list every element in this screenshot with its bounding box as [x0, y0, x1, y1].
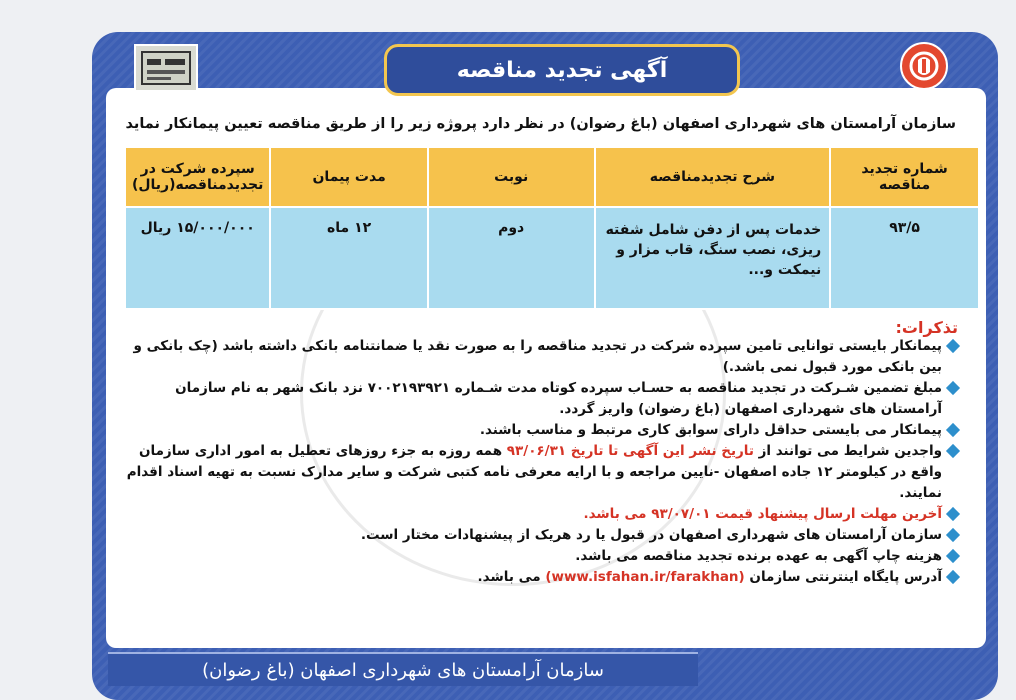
note-text: سازمان آرامستان های شهرداری اصفهان در قبول یا رد هریک از پیشنهادات مختار است.: [360, 527, 942, 543]
note-item: [118, 378, 958, 420]
col-contract-duration: مدت پیمان: [270, 147, 427, 207]
note-text: مبلغ تضمین شـرکت در تجدید مناقصه به حسـاب سپرده کوتاه مدت شـماره ۷۰۰۲۱۹۳۹۲۱ نزد بانک شهر به نام سازمان آرامستان های شهرداری اصفهان (باغ رضوان) واریز گردد.: [175, 380, 942, 417]
note-item: [118, 525, 958, 546]
note-text: پیمانکار می بایستی حداقل دارای سوابق کاری مرتبط و مناسب باشند.: [479, 422, 942, 438]
table-header-row: [125, 147, 979, 207]
website-link[interactable]: (www.isfahan.ir/farakhan): [545, 569, 745, 585]
col-deposit: سپرده شرکت در تجدیدمناقصه(ریال): [125, 147, 270, 207]
note-item: [118, 567, 958, 588]
note-text: هزینه چاپ آگهی به عهده برنده تجدید مناقصه می باشد.: [575, 548, 942, 564]
bullet-diamond-icon: [946, 570, 960, 584]
note-item: [118, 336, 958, 378]
note-deadline: آخرین مهلت ارسال پیشنهاد قیمت ۹۳/۰۷/۰۱ می باشد.: [583, 506, 942, 522]
cell-description: خدمات پس از دفن شامل شفته ریزی، نصب سنگ، قاب مزار و نیمکت و...: [595, 207, 831, 309]
note-item: [118, 420, 958, 441]
cell-round: دوم: [428, 207, 595, 309]
bullet-diamond-icon: [946, 339, 960, 353]
title-text: آگهی تجدید مناقصه: [456, 57, 668, 83]
note-item: [118, 504, 958, 525]
col-description: شرح تجدیدمناقصه: [595, 147, 831, 207]
notes-list: [118, 336, 958, 588]
note-text-after: می باشد.: [477, 569, 546, 585]
note-item: [118, 546, 958, 567]
note-date-range: تاریخ نشر این آگهی تا تاریخ ۹۳/۰۶/۳۱: [506, 443, 754, 459]
cell-deposit: ۱۵/۰۰۰/۰۰۰ ریال: [125, 207, 270, 309]
notes-heading: تذکرات:: [895, 318, 958, 337]
col-tender-number: شماره تجدید مناقصه: [830, 147, 979, 207]
note-text-before: آدرس پایگاه اینترنتی سازمان: [744, 569, 942, 585]
bullet-diamond-icon: [946, 528, 960, 542]
table-row: [125, 207, 979, 309]
note-text: پیمانکار بایستی توانایی تامین سپرده شرکت در تجدید مناقصه را به صورت نقد یا ضمانتنامه بانکی داشته باشد (چک بانکی و بین بانکی مورد قبول نمی باشد.): [133, 338, 942, 375]
footer-banner: [108, 652, 698, 686]
col-round: نوبت: [428, 147, 595, 207]
tender-table: [124, 146, 980, 310]
cell-contract-duration: ۱۲ ماه: [270, 207, 427, 309]
note-text-after: همه روزه به جزء روزهای تعطیل به امور اداری سازمان واقع در کیلومتر ۱۲ جاده اصفهان -نایین مراجعه و با ارایه معرفی نامه کتبی شرکت و سایر مدارک نسبت به تهیه اسناد اقدام نمایند.: [126, 443, 942, 501]
municipality-logo-icon: [900, 42, 948, 90]
footer-org-name: سازمان آرامستان های شهرداری اصفهان (باغ رضوان): [202, 659, 604, 681]
publication-logo-icon: [134, 44, 198, 92]
note-item: [118, 441, 958, 504]
bullet-diamond-icon: [946, 549, 960, 563]
bullet-diamond-icon: [946, 507, 960, 521]
page-title: [384, 44, 740, 96]
bullet-diamond-icon: [946, 381, 960, 395]
intro-text: سازمان آرامستان های شهرداری اصفهان (باغ رضوان) در نظر دارد پروژه زیر را از طریق مناقصه تعیین پیمانکار نماید: [125, 116, 956, 132]
cell-tender-number: ۹۳/۵: [830, 207, 979, 309]
note-text-before: واجدین شرایط می توانند از: [753, 443, 942, 459]
bullet-diamond-icon: [946, 444, 960, 458]
bullet-diamond-icon: [946, 423, 960, 437]
